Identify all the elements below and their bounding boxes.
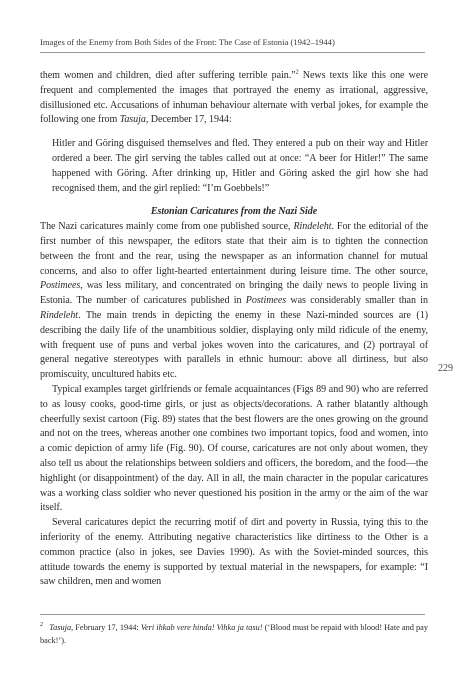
paragraph-1 <box>40 69 428 128</box>
page-number: 229 <box>438 363 453 374</box>
footnote-source: Tasuja <box>49 623 72 632</box>
header-rule <box>40 52 425 53</box>
section-heading: Estonian Caricatures from the Nazi Side <box>150 206 318 218</box>
paragraph-2-text-5: . The main trends in depicting the enemy in these Nazi-minded sources are (1) describing the daily life of the unambitious soldier, displaying only mild ridicule of the enemy, with frequent use of puns and verbal jokes woven into the caricatures, and (2) portrayal of general negative stereotypes with parallels in ethnic humour: above all dirtiness, but also promiscuity, uncultured habits etc. <box>40 309 428 381</box>
paragraph-4: Several caricatures depict the recurring motif of dirt and poverty in Russia, tying this to the inferiority of the enemy. Attributing negative characteristics like dirtiness to the Other is a common practice (also in jokes, see Davies 1990). As with the Soviet-minded sources, this attitude towards the enemy is supported by textual material in the newspapers, for example: “I saw children, men and women <box>40 517 428 588</box>
source-name: Rindeleht <box>40 309 79 321</box>
paragraph-1-text-a: them women and children, died after suffering terrible pain.” <box>40 70 296 81</box>
footnote-date: , February 17, 1944: <box>71 623 141 632</box>
source-name: Rindeleht <box>293 221 332 233</box>
block-quote: Hitler and Göring disguised themselves and fled. They entered a pub on their way and Hitler ordered a beer. The girl serving the tables called out at once: “A beer for Hitler!” The same happened with Göring. After drinking up, Hitler and Göring asked the girl how she had recognised them, and the girl replied: “I’m Goebbels!” <box>52 138 428 194</box>
paragraph-2-text-1: The Nazi caricatures mainly come from one published source, <box>40 221 294 233</box>
paragraph-2 <box>40 220 428 383</box>
footnote-rule <box>40 614 425 615</box>
footnote <box>40 622 428 647</box>
paragraph-2-text-2: . For the editorial of the first number of this newspaper, the editors state that their aim is to tighten the connection between the front and the rear, using the newspaper as an information channel for mutual concerns, and also to offer light-hearted entertainment during leisure time. The other source, <box>40 221 428 277</box>
paragraph-2-text-4: was considerably smaller than in <box>286 295 428 307</box>
running-header: Images of the Enemy from Both Sides of the Front: The Case of Estonia (1942–1944) <box>40 37 335 47</box>
paragraph-2-text-3: , was less military, and concentrated on bringing the daily news to people living in Estonia. The number of caricatures published in <box>40 280 428 307</box>
source-name: Tasuja <box>119 114 146 126</box>
paragraph-1-text-c: , December 17, 1944: <box>145 114 232 126</box>
paragraph-1-text-b: News texts like this one were frequent and complemented the images that portrayed the enemy as irrational, aggressive, disillusioned etc. Accusations of inhuman behaviour alternate with verbal jokes, for example the following one from <box>40 70 428 126</box>
footnote-number: 2 <box>40 622 43 629</box>
footnote-original: Veri ihkab vere hinda! Vihka ja tasu! <box>140 623 263 632</box>
footnote-ref[interactable]: 2 <box>295 69 299 76</box>
paragraph-3: Typical examples target girlfriends or female acquaintances (Figs 89 and 90) who are referred to as lousy cooks, good-time girls, or just as objects/decorations. A rather blatantly although cheerfully sexist cartoon (Fig. 89) states that the best flowers are the ones growing on the ground and not on the trees, whereas another one combines two important topics, food and women, into a comic depiction of army life (Fig. 90). Of course, caricatures are not only about women, they also tell us about the relationships between soldiers and officers, the boredom, and the food—the highlight (or disappointment) of the day. All in all, the main character in the popular caricatures was a working class soldier who never questioned his position in the army or the aim of the war itself. <box>40 383 428 514</box>
footnote-translation: (‘Blood must be repaid with blood! Hate and pay back!’). <box>40 623 428 645</box>
source-name: Postimees <box>40 280 81 292</box>
body-text <box>40 69 428 590</box>
source-name: Postimees <box>245 295 287 307</box>
